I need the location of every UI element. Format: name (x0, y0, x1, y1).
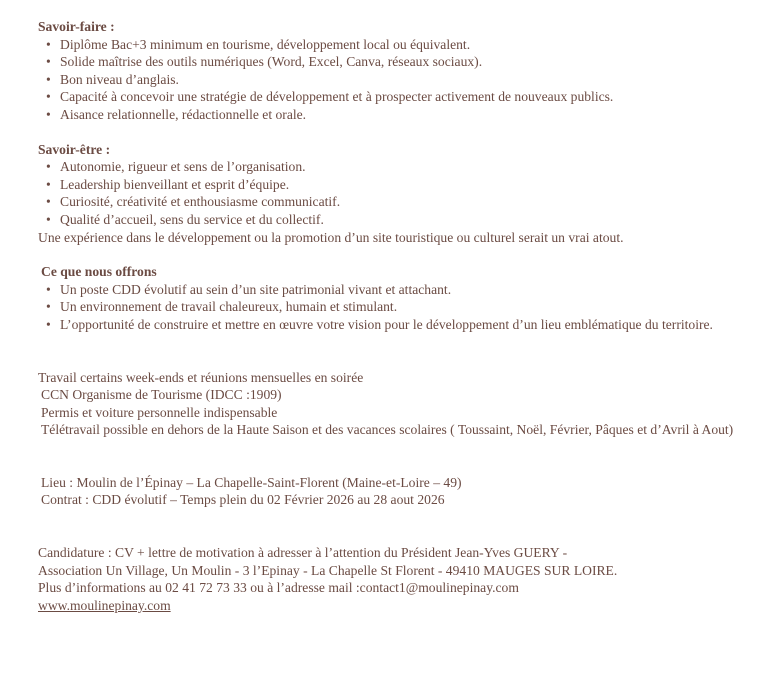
conditions-teletravail: Télétravail possible en dehors de la Haute Saison et des vacances scolaires ( Toussaint, Noël, Février, Pâques et d’Avril à Aout) (41, 422, 734, 438)
candidature-line: Candidature : CV + lettre de motivation à adresser à l’attention du Président Jean-Yves GUERY - (38, 545, 568, 561)
conditions-permis: Permis et voiture personnelle indispensable (41, 404, 278, 420)
savoir-etre-heading: Savoir-être : (38, 141, 111, 157)
website-link[interactable]: www.moulinepinay.com (38, 597, 171, 613)
spacer (38, 439, 738, 474)
savoir-etre-list (38, 158, 738, 228)
savoir-faire-heading: Savoir-faire : (38, 19, 115, 34)
list-item: • Un environnement de travail chaleureux, humain et stimulant. (60, 298, 738, 316)
list-item: • Solide maîtrise des outils numériques (Word, Excel, Canva, réseaux sociaux). (60, 53, 738, 71)
list-item: • Qualité d’accueil, sens du service et du collectif. (60, 211, 738, 229)
offrons-heading: Ce que nous offrons (41, 264, 157, 280)
experience-note: Une expérience dans le développement ou la promotion d’un site touristique ou culturel serait un vrai atout. (38, 229, 624, 245)
lieu-line: Lieu : Moulin de l’Épinay – La Chapelle-Saint-Florent (Maine-et-Loire – 49) (41, 474, 462, 490)
job-offer-content (38, 18, 738, 614)
spacer (38, 334, 738, 369)
contrat-line: Contrat : CDD évolutif – Temps plein du 02 Février 2026 au 28 aout 2026 (41, 492, 445, 508)
conditions-weekends: Travail certains week-ends et réunions mensuelles en soirée (38, 369, 364, 385)
association-address-line: Association Un Village, Un Moulin - 3 l’Epinay - La Chapelle St Florent - 49410 MAUGES SUR LOIRE. (38, 562, 618, 578)
list-item: • L’opportunité de construire et mettre en œuvre votre vision pour le développement d’un lieu emblématique du territoire. (60, 316, 738, 334)
list-item: • Capacité à concevoir une stratégie de développement et à prospecter activement de nouveaux publics. (60, 88, 738, 106)
list-item: • Un poste CDD évolutif au sein d’un site patrimonial vivant et attachant. (60, 281, 738, 299)
list-item: • Autonomie, rigueur et sens de l’organisation. (60, 158, 738, 176)
list-item: • Leadership bienveillant et esprit d’équipe. (60, 176, 738, 194)
list-item: • Aisance relationnelle, rédactionnelle et orale. (60, 106, 738, 124)
list-item: • Bon niveau d’anglais. (60, 71, 738, 89)
savoir-faire-list (38, 36, 738, 124)
contact-info-line: Plus d’informations au 02 41 72 73 33 ou à l’adresse mail :contact1@moulinepinay.com (38, 580, 519, 596)
offrons-list (38, 281, 738, 334)
spacer (38, 509, 738, 544)
spacer (38, 246, 738, 263)
list-item: • Curiosité, créativité et enthousiasme communicatif. (60, 193, 738, 211)
website-line (38, 597, 738, 615)
list-item: • Diplôme Bac+3 minimum en tourisme, développement local ou équivalent. (60, 36, 738, 54)
conditions-ccn: CCN Organisme de Tourisme (IDCC :1909) (41, 387, 282, 403)
spacer (38, 124, 738, 141)
